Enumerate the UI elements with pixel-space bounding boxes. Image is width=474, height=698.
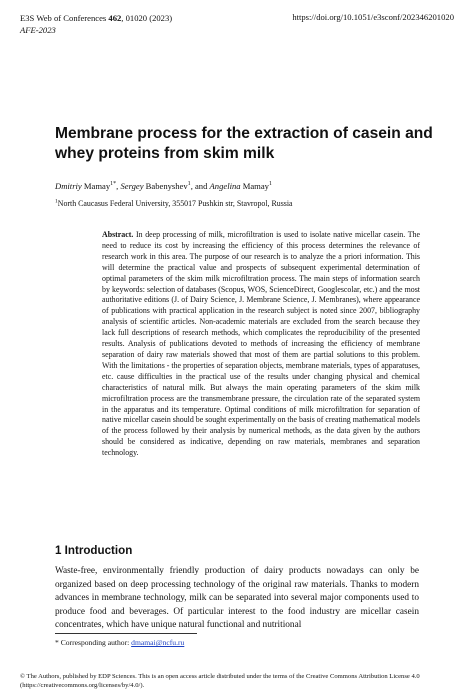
footnote-rule [55,633,197,634]
abstract [102,230,420,459]
author-2-affil: 1 [187,181,191,188]
article-number: , 01020 (2023) [121,13,173,23]
paper-title: Membrane process for the extraction of casein and whey proteins from skim milk [55,125,433,162]
section-introduction-text: Waste-free, environmentally friendly production of dairy products nowadays can only be organized based on deep processing technology of the original raw materials. Thanks to modern advances in membrane technology, milk can be separated into several major components used to produce food and beverages. Of particular interest to the food industry are micellar casein concentrates, which have unique natural functional and nutritional [55,566,419,631]
affiliation-number: 1 [55,198,58,205]
author-1-first: Dmitriy [55,181,82,191]
journal-citation [20,12,172,24]
doi-link[interactable]: https://doi.org/10.1051/e3sconf/202346201020 [292,12,454,22]
affiliation-text: North Caucasus Federal University, 355017 Pushkin str, Stavropol, Russia [57,199,293,208]
author-separator: , and [190,181,210,191]
author-2-first: Sergey [120,181,144,191]
author-3-affil: 1 [268,181,272,188]
corresponding-author-label: * Corresponding author: [55,638,132,647]
corresponding-author-note [55,638,184,647]
author-3-first: Angelina [209,181,241,191]
author-separator: , [116,181,121,191]
section-heading-introduction: 1 Introduction [55,544,133,557]
author-3-last: Mamay [240,181,269,191]
author-1-affil: 1* [110,181,117,188]
journal-name: E3S Web of Conferences [20,13,109,23]
author-1-last: Mamay [81,181,111,191]
running-header-left [20,12,172,36]
affiliation [55,199,293,208]
abstract-label: Abstract. [102,230,134,239]
abstract-text: In deep processing of milk, microfiltration is used to isolate native micellar casein. The need to reduce its cost by increasing the efficiency of this process determines the relevance of research work in this area. The purpose of our research is to analyze the a priori information. This will determine the practical value and prospects of subsequent experimental determination of optimal parameters of the skim milk microfiltration process. The main steps of information search by keywords: selection of databases (Scopus, WOS, ScienceDirect, Googlescolar, etc.) and the most authoritative editions (J. of Dairy Science, J. Membrane Science, J. Membranes), where appearance of publications with practical application in the research subject is noted since 2007, bibliography analysis of scientific articles. Non-academic materials are excluded from the search because they lack full descriptions of research methods, which complicates the reproducibility of the presented results. Analysis of publications devoted to methods of increasing the efficiency of membrane separation of dairy raw materials showed that most of them are partial solutions to this problem. With the limitations - the properties of separation objects, membrane materials, types of apparatuses, etc. cause difficulties in the practical use of the results under changing physical and chemical characteristics of natural milk. But always the main operating parameters of the skim milk microfiltration process are the transmembrane pressure, the circulation rate of the separated system in the apparatus and its temperature. Optimal conditions of milk microfiltration for separation of native micellar casein should be sought experimentally on the basis of creating mathematical models of the process followed by their analysis by numerical methods, as the data given by the authors should be considered as indicative, depending on raw materials, membranes and separation technology. [102,230,420,458]
author-list [55,181,272,191]
journal-volume: 462 [108,13,122,23]
author-2-last: Babenyshev [143,181,188,191]
conference-name: AFE-2023 [20,25,56,35]
license-footer: © The Authors, published by EDP Sciences. This is an open access article distributed under the terms of the Creative Commons Attribution License 4.0 (https://creativecommons.org/licenses/by/4.0/). [20,673,420,689]
corresponding-author-email[interactable]: dmamai@ncfu.ru [131,638,185,647]
